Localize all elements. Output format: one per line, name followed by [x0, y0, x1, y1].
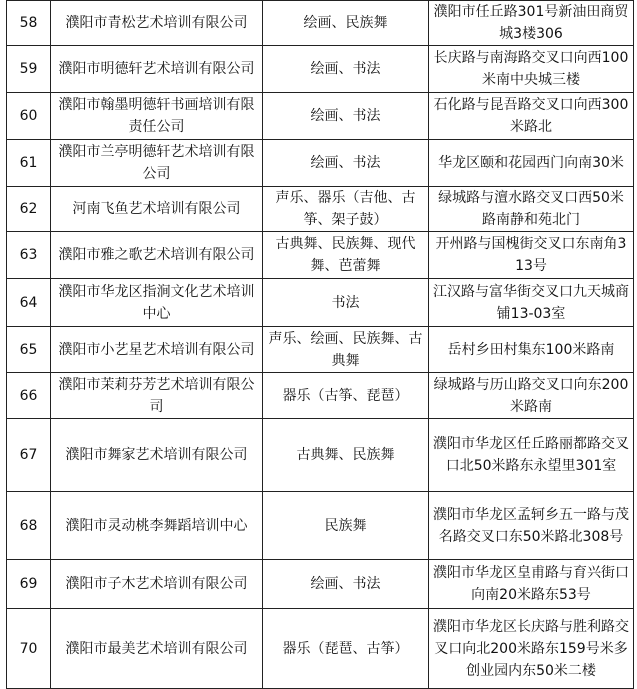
training-institution-table: [6, 0, 634, 689]
training-category: 古典舞、民族舞、现代舞、芭蕾舞: [263, 232, 429, 279]
table-row: [7, 327, 634, 373]
institution-name: 濮阳市小艺星艺术培训有限公司: [51, 327, 263, 373]
institution-address: 濮阳市华龙区任丘路丽都路交叉口北50米路东永望里301室: [429, 419, 634, 492]
row-number: 62: [7, 187, 51, 232]
institution-name: 濮阳市最美艺术培训有限公司: [51, 609, 263, 689]
institution-address: 石化路与昆吾路交叉口向西300米路北: [429, 93, 634, 140]
training-category: 绘画、民族舞: [263, 1, 429, 46]
table-row: [7, 187, 634, 232]
institution-address: 绿城路与历山路交叉口向东200米路南: [429, 373, 634, 419]
table-body: [7, 1, 634, 689]
training-category: 器乐（古筝、琵琶）: [263, 373, 429, 419]
institution-name: 濮阳市茉莉芬芳艺术培训有限公司: [51, 373, 263, 419]
row-number: 64: [7, 279, 51, 327]
training-category: 绘画、书法: [263, 46, 429, 93]
row-number: 65: [7, 327, 51, 373]
table-row: [7, 560, 634, 609]
row-number: 69: [7, 560, 51, 609]
row-number: 58: [7, 1, 51, 46]
institution-address: 濮阳市任丘路301号新油田商贸城3楼306: [429, 1, 634, 46]
table-row: [7, 279, 634, 327]
training-category: 古典舞、民族舞: [263, 419, 429, 492]
training-category: 绘画、书法: [263, 140, 429, 187]
row-number: 63: [7, 232, 51, 279]
training-category: 绘画、书法: [263, 93, 429, 140]
institution-name: 濮阳市舞家艺术培训有限公司: [51, 419, 263, 492]
institution-name: 濮阳市雅之歌艺术培训有限公司: [51, 232, 263, 279]
institution-name: 濮阳市灵动桃李舞蹈培训中心: [51, 492, 263, 560]
institution-name: 濮阳市子木艺术培训有限公司: [51, 560, 263, 609]
row-number: 68: [7, 492, 51, 560]
table-row: [7, 492, 634, 560]
row-number: 66: [7, 373, 51, 419]
institution-name: 濮阳市兰亭明德轩艺术培训有限公司: [51, 140, 263, 187]
institution-name: 濮阳市华龙区指涧文化艺术培训中心: [51, 279, 263, 327]
row-number: 59: [7, 46, 51, 93]
institution-address: 濮阳市华龙区长庆路与胜利路交叉口向北200米路东159号米多创业园内东50米二楼: [429, 609, 634, 689]
training-category: 声乐、器乐（吉他、古筝、架子鼓）: [263, 187, 429, 232]
row-number: 60: [7, 93, 51, 140]
table-row: [7, 140, 634, 187]
table-row: [7, 373, 634, 419]
table-row: [7, 232, 634, 279]
table-row: [7, 609, 634, 689]
table-row: [7, 419, 634, 492]
institution-address: 濮阳市华龙区孟轲乡五一路与茂名路交叉口东50米路北308号: [429, 492, 634, 560]
training-category: 声乐、绘画、民族舞、古典舞: [263, 327, 429, 373]
row-number: 61: [7, 140, 51, 187]
institution-address: 岳村乡田村集东100米路南: [429, 327, 634, 373]
institution-address: 江汉路与富华街交叉口九天城商铺13-03室: [429, 279, 634, 327]
training-category: 书法: [263, 279, 429, 327]
institution-address: 濮阳市华龙区皇甫路与育兴街口向南20米路东53号: [429, 560, 634, 609]
institution-name: 濮阳市青松艺术培训有限公司: [51, 1, 263, 46]
institution-name: 河南飞鱼艺术培训有限公司: [51, 187, 263, 232]
training-category: 民族舞: [263, 492, 429, 560]
table-row: [7, 93, 634, 140]
institution-name: 濮阳市明德轩艺术培训有限公司: [51, 46, 263, 93]
row-number: 67: [7, 419, 51, 492]
institution-address: 长庆路与南海路交叉口向西100米南中央城三楼: [429, 46, 634, 93]
training-category: 绘画、书法: [263, 560, 429, 609]
table-row: [7, 46, 634, 93]
institution-address: 绿城路与澶水路交叉口西50米路南静和苑北门: [429, 187, 634, 232]
table-row: [7, 1, 634, 46]
institution-address: 开州路与国槐街交叉口东南角313号: [429, 232, 634, 279]
training-category: 器乐（琵琶、古筝）: [263, 609, 429, 689]
row-number: 70: [7, 609, 51, 689]
institution-name: 濮阳市翰墨明德轩书画培训有限责任公司: [51, 93, 263, 140]
institution-address: 华龙区颐和花园西门向南30米: [429, 140, 634, 187]
